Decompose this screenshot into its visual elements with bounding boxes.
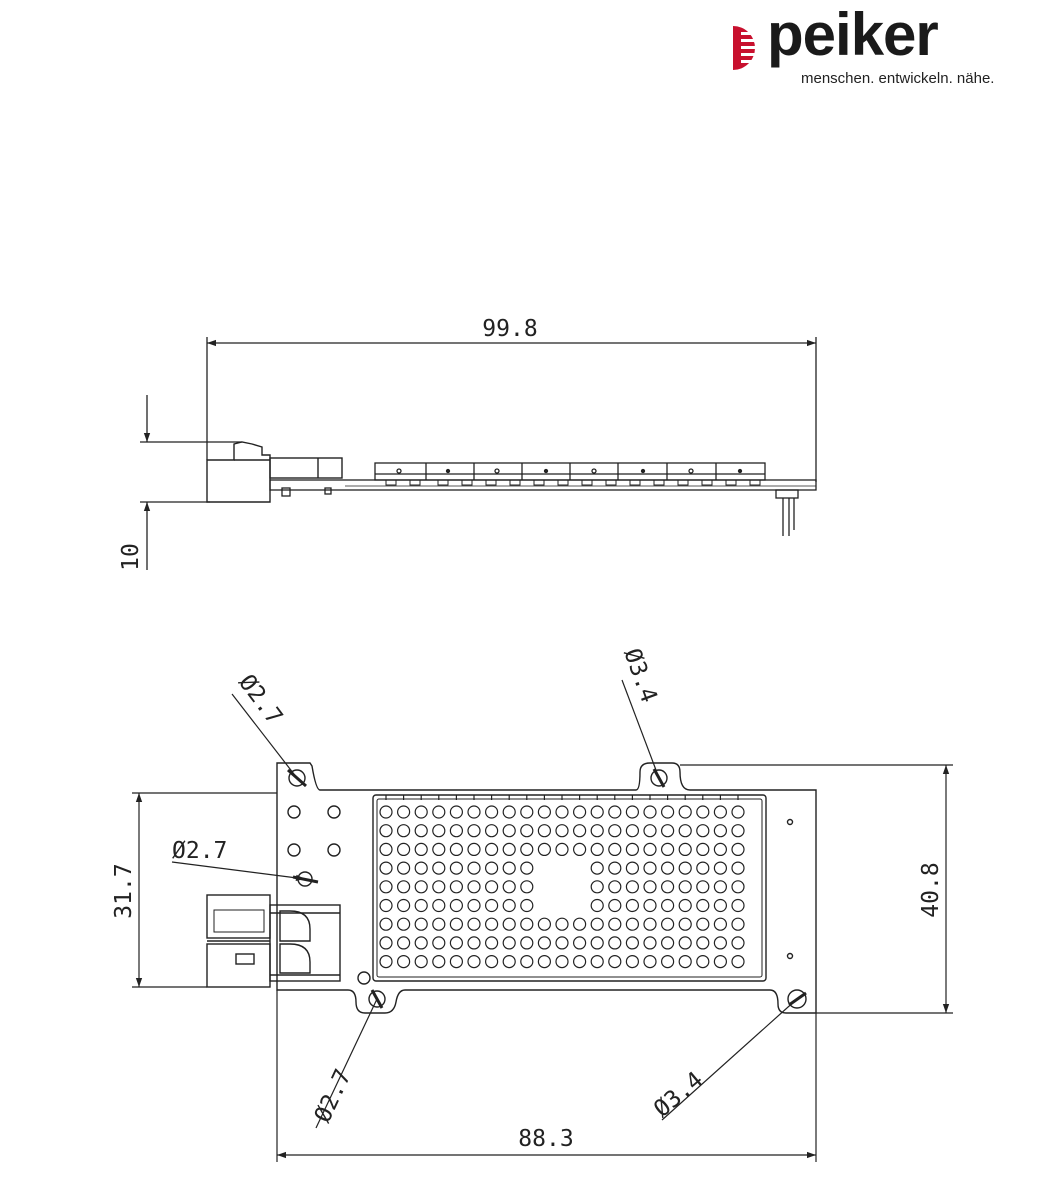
heatsink-hole [415,806,427,818]
heatsink-hole [732,825,744,837]
heatsink-hole [556,956,568,968]
heatsink-hole [468,825,480,837]
heatsink-hole [697,881,709,893]
heatsink-hole [503,900,515,912]
heatsink-hole [644,918,656,930]
heatsink-hole [732,937,744,949]
heatsink-hole [433,937,445,949]
heatsink-hole [433,918,445,930]
heatsink-hole [714,956,726,968]
heatsink-hole [468,900,480,912]
heatsink-hole [574,843,586,855]
heatsink-hole [644,806,656,818]
heatsink-hole [697,937,709,949]
heatsink-hole [662,843,674,855]
logo-brand-name: peiker [767,1,938,68]
heatsink-hole [574,825,586,837]
heatsink-hole [679,918,691,930]
heatsink-hole [556,825,568,837]
heatsink-hole [380,900,392,912]
heatsink-hole [380,862,392,874]
heatsink-hole [609,900,621,912]
heatsink-hole [662,806,674,818]
heatsink-hole [662,825,674,837]
heatsink-hole [468,881,480,893]
top-connector [207,895,340,987]
heatsink-hole [521,806,533,818]
heatsink-hole [609,918,621,930]
heatsink-hole [538,806,550,818]
heatsink-hole [644,843,656,855]
heatsink-hole [450,918,462,930]
heatsink-hole [450,956,462,968]
heatsink-hole [521,825,533,837]
heatsink-hole [521,918,533,930]
heatsink-hole [433,900,445,912]
heatsink-hole [732,881,744,893]
heatsink-hole [521,900,533,912]
heatsink-hole [609,881,621,893]
heatsink-hole [433,843,445,855]
heatsink-hole [697,843,709,855]
heatsink-hole [714,900,726,912]
heatsink-hole [538,825,550,837]
heatsink-hole [468,918,480,930]
heatsink-hole [486,843,498,855]
heatsink-hole [626,806,638,818]
heatsink-hole [591,843,603,855]
heatsink-hole [556,918,568,930]
heatsink-hole [591,806,603,818]
heatsink-hole [486,825,498,837]
heatsink-hole [626,881,638,893]
heatsink-hole [503,956,515,968]
heatsink-hole [380,881,392,893]
heatsink-hole [662,918,674,930]
heatsink-hole [609,825,621,837]
top-view-dimensions [132,680,953,1162]
heatsink-hole [679,843,691,855]
heatsink-hole [662,937,674,949]
side-height-label: 10 [118,543,144,571]
heatsink-hole [503,937,515,949]
heatsink-hole [574,806,586,818]
heatsink-hole [626,918,638,930]
heatsink-hole [503,843,515,855]
heatsink-hole [468,806,480,818]
heatsink-hole [503,806,515,818]
heatsink-hole [574,956,586,968]
logo-tagline: menschen. entwickeln. nähe. [801,70,995,87]
heatsink-hole [398,825,410,837]
heatsink-hole [486,881,498,893]
heatsink-hole [714,862,726,874]
heatsink-hole [450,937,462,949]
heatsink-hole [450,881,462,893]
heatsink-hole [468,937,480,949]
mount-hole-left-mid [293,872,318,886]
hole-upper-left-label: Ø2.7 [233,669,288,730]
heatsink-hole [398,843,410,855]
heatsink-hole [380,843,392,855]
heatsink-hole [626,862,638,874]
top-heatsink-frame [373,795,766,981]
heatsink-hole [679,900,691,912]
heatsink-hole [609,937,621,949]
side-screw-pins [776,490,798,536]
heatsink-hole [609,806,621,818]
heatsink-hole [398,918,410,930]
side-length-label: 99.8 [482,316,538,342]
heatsink-hole [538,843,550,855]
heatsink-hole [450,825,462,837]
heatsink-hole [626,843,638,855]
heatsink-hole [732,843,744,855]
heatsink-hole [380,806,392,818]
heatsink-hole [644,825,656,837]
heatsink-hole [714,843,726,855]
heatsink-hole [697,956,709,968]
heatsink-hole [398,806,410,818]
heatsink-hole [662,881,674,893]
heatsink-hole [662,862,674,874]
heatsink-hole [732,900,744,912]
heatsink-hole [697,862,709,874]
heatsink-hole [415,900,427,912]
heatsink-hole [450,900,462,912]
heatsink-hole [609,862,621,874]
heatsink-hole [398,881,410,893]
heatsink-hole [486,862,498,874]
heatsink-hole [626,825,638,837]
heatsink-hole [538,956,550,968]
heatsink-hole [415,862,427,874]
heatsink-hole [697,918,709,930]
heatsink-hole [415,937,427,949]
heatsink-hole [380,825,392,837]
heatsink-hole [398,956,410,968]
heatsink-hole [714,918,726,930]
heatsink-hole [679,862,691,874]
heatsink-hole [521,937,533,949]
heatsink-hole [433,862,445,874]
heatsink-hole [644,937,656,949]
heatsink-hole [662,900,674,912]
heatsink-hole [433,806,445,818]
heatsink-hole [626,900,638,912]
heatsink-hole [679,881,691,893]
heatsink-hole [486,956,498,968]
heatsink-hole [732,956,744,968]
heatsink-hole [644,900,656,912]
heatsink-hole [468,956,480,968]
heatsink-hole [556,937,568,949]
heatsink-hole [556,806,568,818]
heatsink-hole [697,900,709,912]
heatsink-hole [521,881,533,893]
heatsink-hole [503,825,515,837]
heatsink-hole [468,862,480,874]
heatsink-hole [398,937,410,949]
heatsink-hole [679,806,691,818]
heatsink-hole [714,881,726,893]
heatsink-hole [697,825,709,837]
heatsink-hole [556,843,568,855]
heatsink-hole [609,843,621,855]
heatsink-hole [732,862,744,874]
heatsink-hole [415,918,427,930]
heatsink-hole [644,881,656,893]
hole-left-mid-label: Ø2.7 [172,838,228,864]
side-view [140,337,816,570]
heatsink-hole [398,862,410,874]
heatsink-hole [591,825,603,837]
heatsink-hole [714,825,726,837]
heatsink-hole [450,806,462,818]
heatsink-hole [450,843,462,855]
heatsink-hole [433,825,445,837]
heatsink-hole [415,843,427,855]
heatsink-hole [380,918,392,930]
heatsink-hole [486,937,498,949]
heatsink-hole [433,956,445,968]
heatsink-hole [450,862,462,874]
heatsink-hole [626,937,638,949]
heatsink-hole [380,937,392,949]
heatsink-hole [679,937,691,949]
top-view [207,763,816,1013]
heatsink-hole [521,862,533,874]
heatsink-hole [415,956,427,968]
heatsink-hole [380,956,392,968]
heatsink-hole [503,862,515,874]
heatsink-hole [591,956,603,968]
heatsink-hole [591,918,603,930]
heatsink-hole [486,918,498,930]
top-outer-height-label: 40.8 [918,862,944,918]
heatsink-hole [503,918,515,930]
heatsink-hole [591,937,603,949]
hole-upper-right-label: Ø3.4 [618,645,662,707]
heatsink-hole [732,806,744,818]
heatsink-hole [714,806,726,818]
heatsink-hole-grid [380,795,744,968]
heatsink-hole [714,937,726,949]
heatsink-hole [697,806,709,818]
heatsink-hole [398,900,410,912]
heatsink-hole [468,843,480,855]
hole-lower-left-label: Ø2.7 [309,1065,357,1127]
heatsink-hole [433,881,445,893]
heatsink-hole [591,862,603,874]
heatsink-hole [521,843,533,855]
heatsink-hole [644,862,656,874]
heatsink-hole [503,881,515,893]
heatsink-hole [591,900,603,912]
heatsink-hole [521,956,533,968]
heatsink-hole [609,956,621,968]
heatsink-hole [538,937,550,949]
top-width-label: 88.3 [518,1126,574,1152]
hole-lower-right-label: Ø3.4 [649,1067,709,1123]
heatsink-hole [486,806,498,818]
heatsink-hole [732,918,744,930]
heatsink-hole [591,881,603,893]
heatsink-hole [662,956,674,968]
heatsink-hole [486,900,498,912]
heatsink-hole [644,956,656,968]
heatsink-hole [415,825,427,837]
heatsink-hole [679,956,691,968]
heatsink-hole [574,918,586,930]
heatsink-hole [574,937,586,949]
heatsink-hole [679,825,691,837]
top-inner-height-label: 31.7 [111,863,137,919]
side-connector [207,442,342,502]
heatsink-hole [538,918,550,930]
heatsink-hole [626,956,638,968]
heatsink-hole [415,881,427,893]
